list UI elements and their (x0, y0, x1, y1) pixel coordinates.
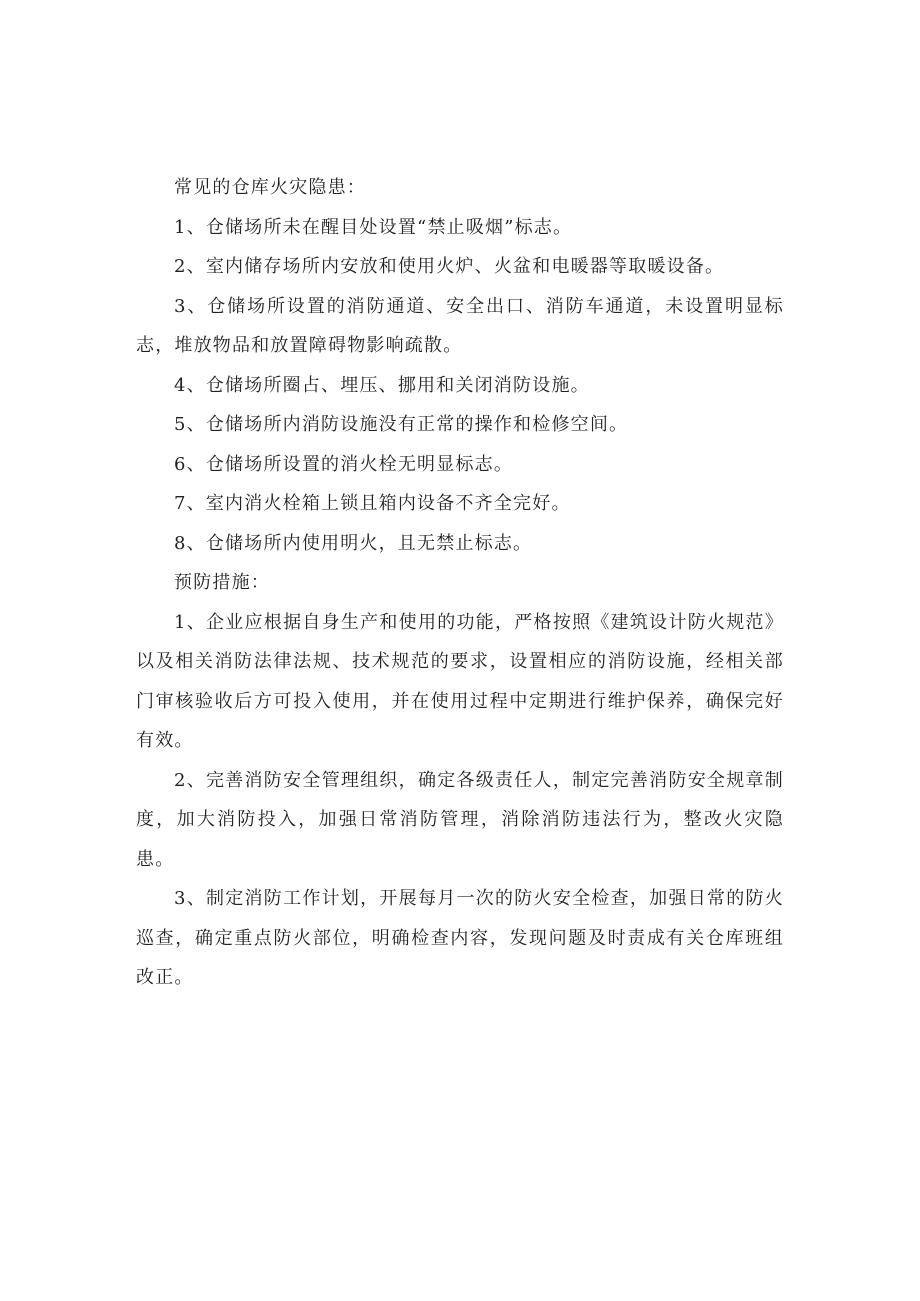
hazard-item-6: 6、仓储场所设置的消火栓无明显标志。 (174, 453, 514, 475)
hazard-item-4: 4、仓储场所圈占、埋压、挪用和关闭消防设施。 (174, 374, 590, 396)
hazard-item-8: 8、仓储场所内使用明火，且无禁止标志。 (174, 532, 533, 554)
prevention-item-2: 2、完善消防安全管理组织，确定各级责任人，制定完善消防安全规章制度，加大消防投入，加强日常消防管理，消除消防违法行为，整改火灾隐患。 (136, 769, 784, 870)
section-heading-hazards: 常见的仓库火灾隐患： (174, 177, 366, 198)
hazard-item-3: 3、仓储场所设置的消防通道、安全出口、消防车通道，未设置明显标志，堆放物品和放置障碍物影响疏散。 (136, 295, 784, 356)
prevention-item-3: 3、制定消防工作计划，开展每月一次的防火安全检查，加强日常的防火巡查，确定重点防火部位，明确检查内容，发现问题及时责成有关仓库班组改正。 (136, 888, 784, 988)
hazard-item-2: 2、室内储存场所内安放和使用火炉、火盆和电暖器等取暖设备。 (174, 256, 725, 277)
hazard-item-1: 1、仓储场所未在醒目处设置“禁止吸烟”标志。 (174, 216, 573, 238)
section-heading-prevention: 预防措施： (174, 572, 270, 593)
prevention-item-1: 1、企业应根据自身生产和使用的功能，严格按照《建筑设计防火规范》以及相关消防法律法规、技术规范的要求，设置相应的消防设施，经相关部门审核验收后方可投入使用，并在使用过程中定期进行维护保养，确保完好有效。 (136, 611, 784, 751)
hazard-item-5: 5、仓储场所内消防设施没有正常的操作和检修空间。 (174, 414, 629, 435)
hazard-item-7: 7、室内消火栓箱上锁且箱内设备不齐全完好。 (174, 493, 571, 514)
document-body (136, 168, 784, 998)
